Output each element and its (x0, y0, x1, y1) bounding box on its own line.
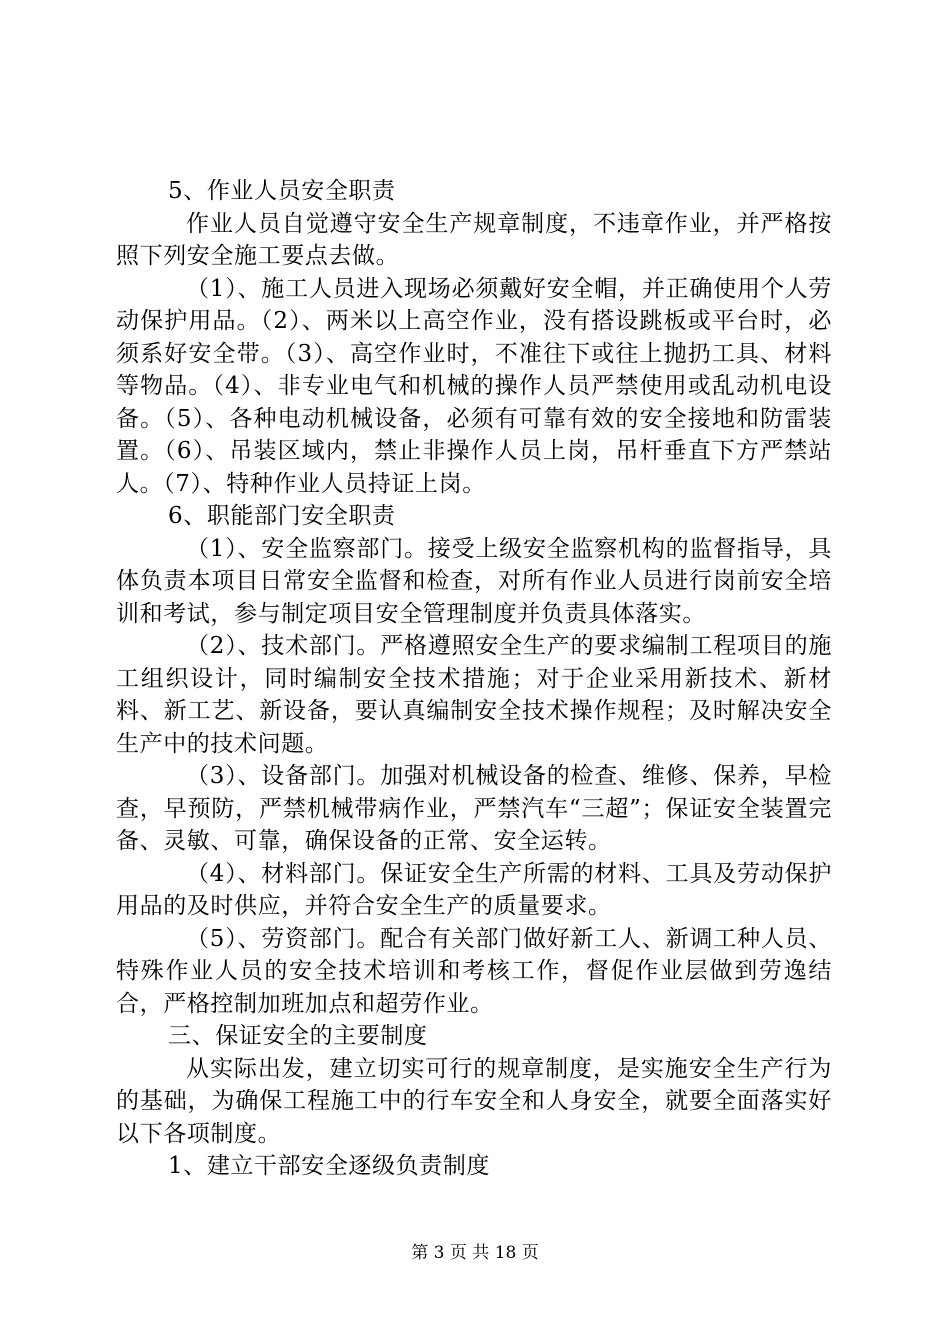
paragraph-systems-intro: 从实际出发，建立切实可行的规章制度，是实施安全生产行为的基础，为确保工程施工中的行车安全和人身安全，就要全面落实好以下各项制度。 (116, 1055, 832, 1147)
section-heading-worker-safety: 5、作业人员安全职责 (168, 178, 396, 204)
paragraph-worker-rules: 作业人员自觉遵守安全生产规章制度，不违章作业，并严格按照下列安全施工要点去做。 (116, 210, 832, 269)
paragraph-safety-supervision-dept: （1）、安全监察部门。接受上级安全监察机构的监督指导，具体负责本项目日常安全监督和检查，对所有作业人员进行岗前安全培训和考试，参与制定项目安全管理制度并负责具体落实。 (116, 535, 832, 627)
section-heading-department-safety: 6、职能部门安全职责 (168, 503, 396, 529)
paragraph-labor-dept: （5）、劳资部门。配合有关部门做好新工人、新调工种人员、特殊作业人员的安全技术培训和考核工作，督促作业层做到劳逸结合，严格控制加班加点和超劳作业。 (116, 925, 832, 1017)
document-body (116, 175, 832, 1183)
paragraph-technical-dept: （2）、技术部门。严格遵照安全生产的要求编制工程项目的施工组织设计，同时编制安全技术措施；对于企业采用新技术、新材料、新工艺、新设备，要认真编制安全技术操作规程；及时解决安全生产中的技术问题。 (116, 633, 832, 757)
paragraph-worker-safety-points: （1）、施工人员进入现场必须戴好安全帽，并正确使用个人劳动保护用品。（2）、两米以上高空作业，没有搭设跳板或平台时，必须系好安全带。（3）、高空作业时，不准往下或往上抛扔工具、材料等物品。（4）、非专业电气和机械的操作人员严禁使用或乱动机电设备。（5）、各种电动机械设备，必须有可靠有效的安全接地和防雷装置。（6）、吊装区域内，禁止非操作人员上岗，吊杆垂直下方严禁站人。（7）、特种作业人员持证上岗。 (116, 275, 832, 497)
section-heading-cadre-responsibility: 1、建立干部安全逐级负责制度 (168, 1153, 491, 1179)
paragraph-equipment-dept: （3）、设备部门。加强对机械设备的检查、维修、保养，早检查，早预防，严禁机械带病作业，严禁汽车“三超”；保证安全装置完备、灵敏、可靠，确保设备的正常、安全运转。 (116, 763, 832, 854)
page-number-footer: 第 3 页 共 18 页 (411, 1243, 539, 1263)
section-heading-main-systems: 三、保证安全的主要制度 (168, 1023, 428, 1049)
paragraph-materials-dept: （4）、材料部门。保证安全生产所需的材料、工具及劳动保护用品的及时供应，并符合安全生产的质量要求。 (116, 860, 832, 919)
